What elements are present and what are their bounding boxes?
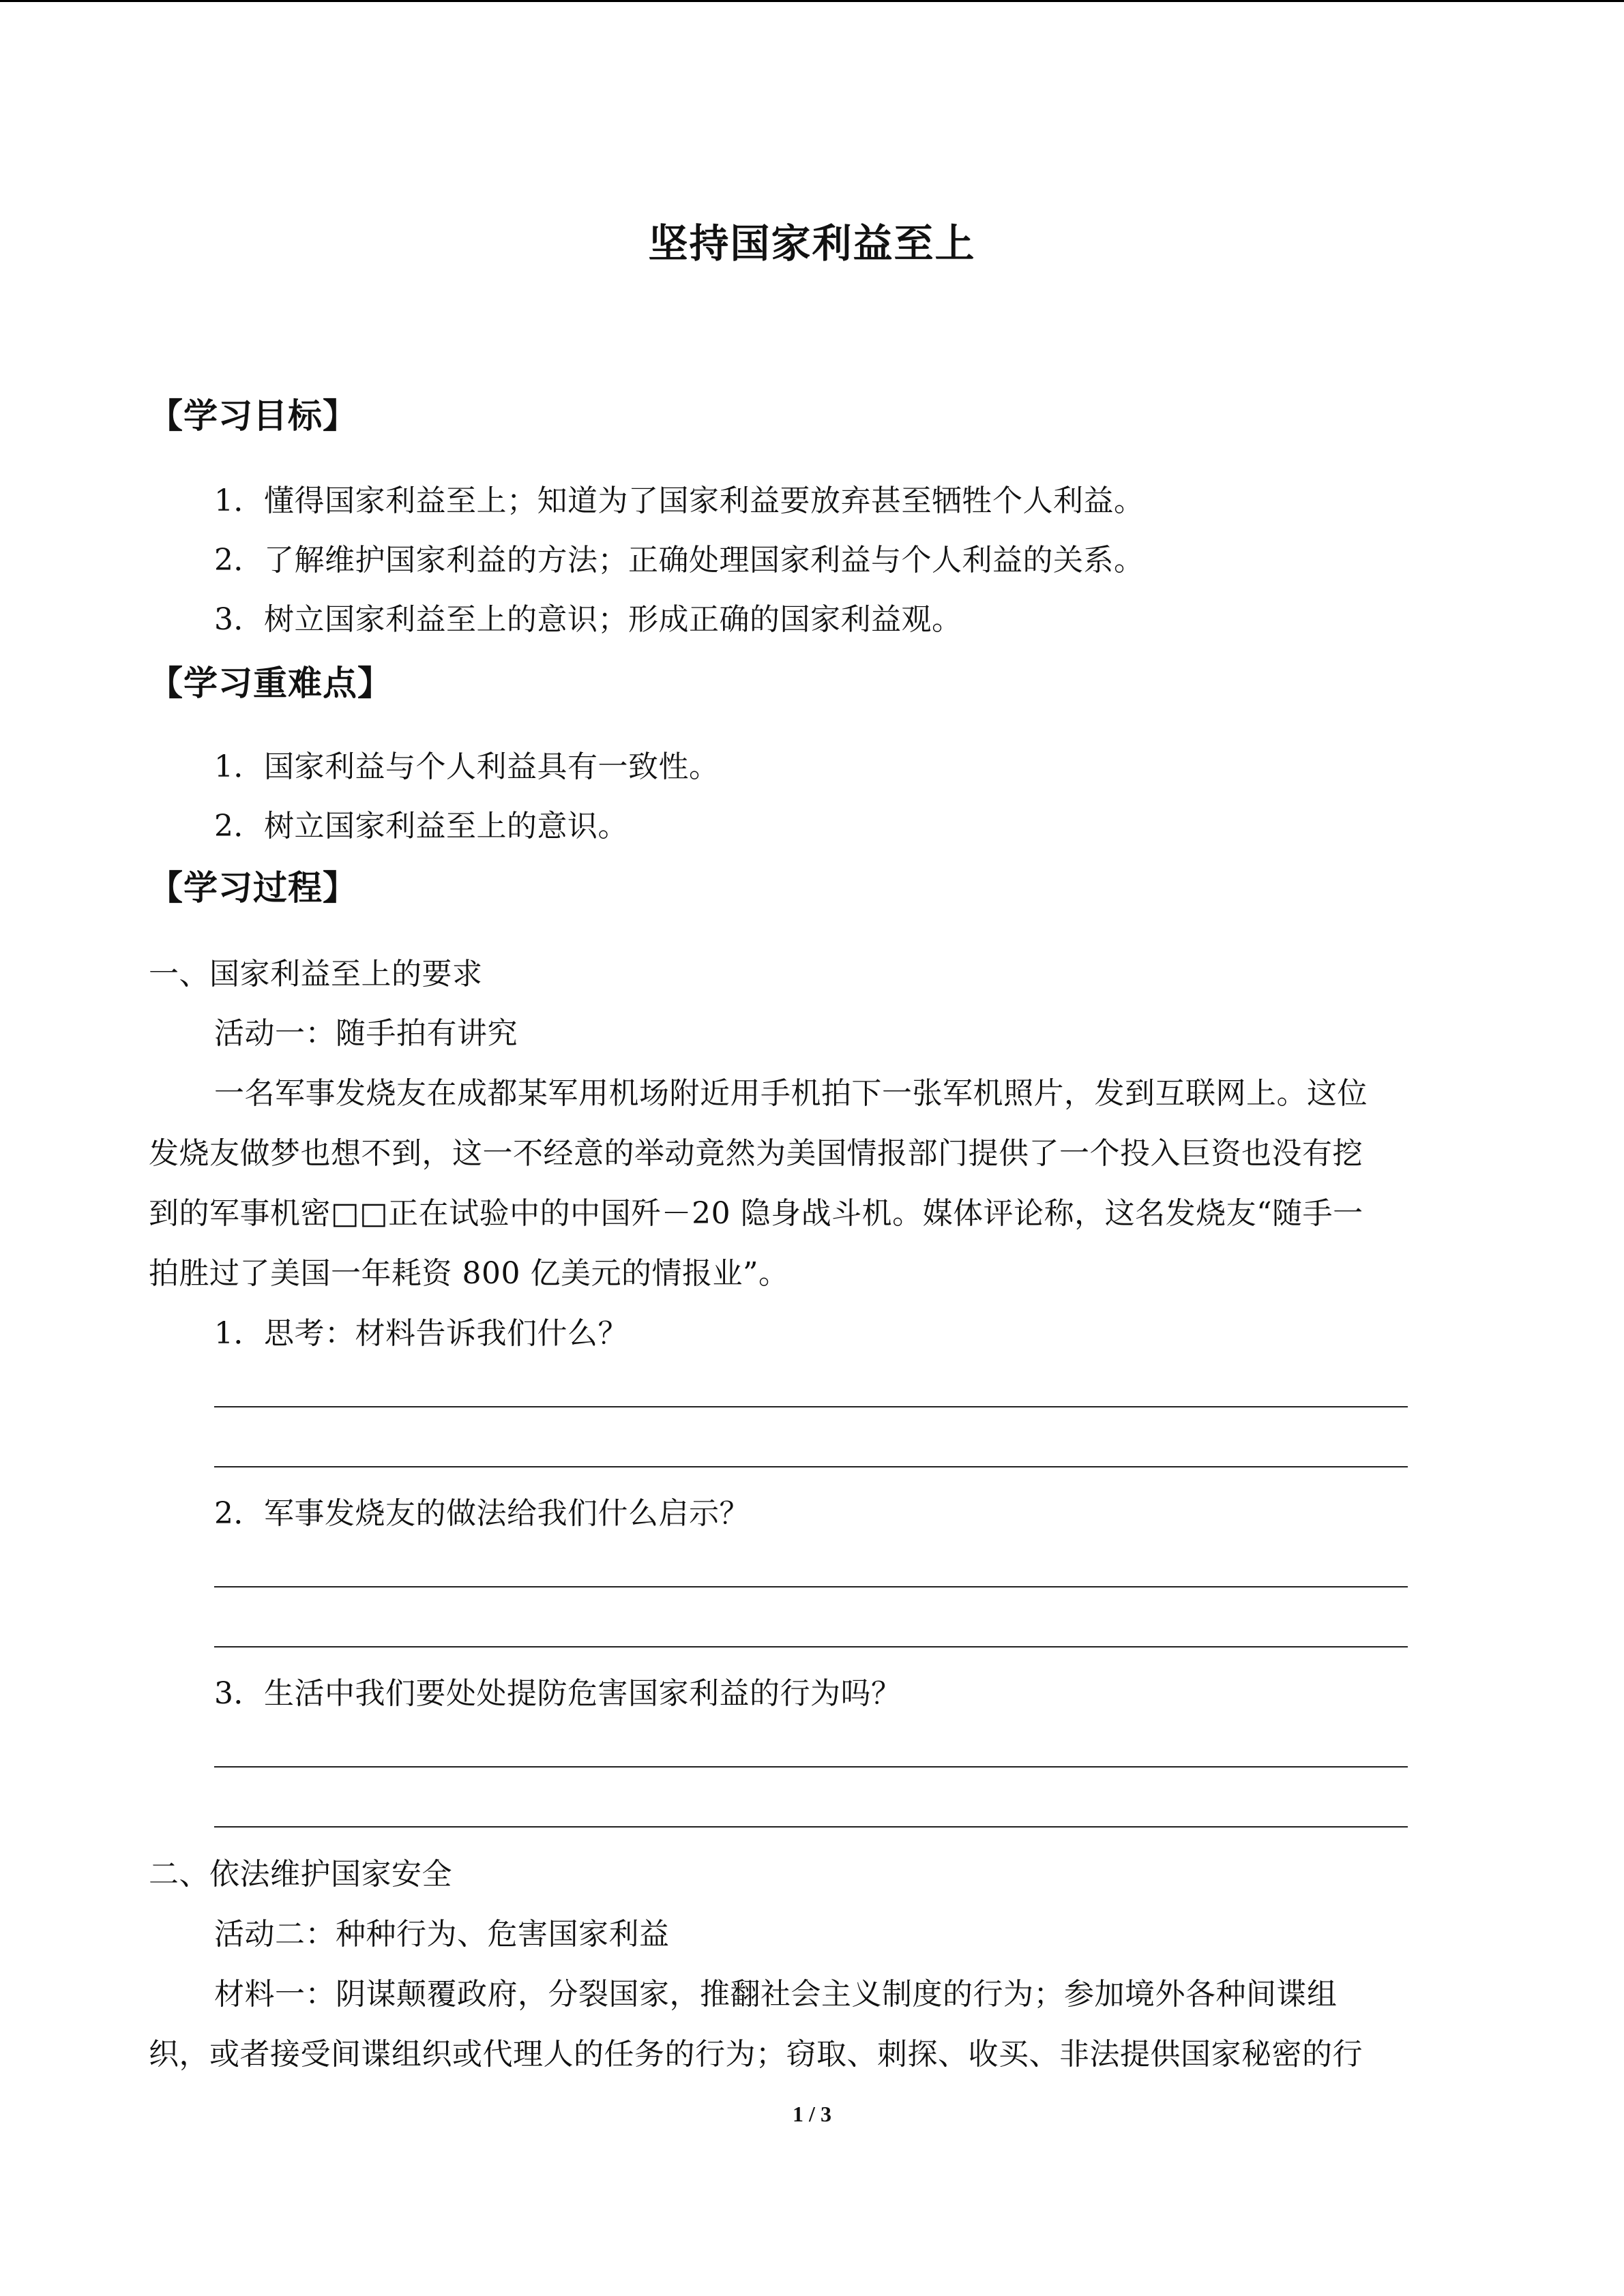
objective-item: 1．懂得国家利益至上；知道为了国家利益要放弃甚至牺牲个人利益。	[214, 483, 1145, 518]
objective-item: 3．树立国家利益至上的意识；形成正确的国家利益观。	[214, 602, 962, 637]
part1-title: 一、国家利益至上的要求	[149, 957, 483, 992]
answer-line[interactable]	[214, 1406, 1408, 1407]
question-3: 3．生活中我们要处处提防危害国家利益的行为吗？	[214, 1676, 902, 1711]
material-paragraph-line: 拍胜过了美国一年耗资 800 亿美元的情报业”。	[149, 1256, 789, 1291]
material-paragraph-line: 到的军事机密□□正在试验中的中国歼－20 隐身战斗机。媒体评论称，这名发烧友“随手一	[149, 1196, 1363, 1231]
material-paragraph-line: 织，或者接受间谍组织或代理人的任务的行为；窃取、刺探、收买、非法提供国家秘密的行	[149, 2037, 1363, 2072]
part2-title: 二、依法维护国家安全	[149, 1857, 452, 1892]
key-point-item: 1．国家利益与个人利益具有一致性。	[214, 749, 720, 784]
answer-line[interactable]	[214, 1826, 1408, 1828]
document-title: 坚持国家利益至上	[648, 220, 976, 267]
key-point-item: 2．树立国家利益至上的意识。	[214, 809, 628, 844]
objective-item: 2．了解维护国家利益的方法；正确处理国家利益与个人利益的关系。	[214, 543, 1145, 578]
material-paragraph-line: 材料一：阴谋颠覆政府，分裂国家，推翻社会主义制度的行为；参加境外各种间谍组	[214, 1977, 1338, 2012]
material-paragraph-line: 发烧友做梦也想不到，这一不经意的举动竟然为美国情报部门提供了一个投入巨资也没有挖	[149, 1136, 1363, 1171]
activity-two-label: 活动二：种种行为、危害国家利益	[214, 1917, 670, 1952]
answer-line[interactable]	[214, 1586, 1408, 1587]
answer-line[interactable]	[214, 1466, 1408, 1467]
page-number: 1 / 3	[793, 2102, 831, 2126]
objectives-heading: 【学习目标】	[149, 396, 357, 436]
activity-one-label: 活动一：随手拍有讲究	[214, 1016, 518, 1051]
answer-line[interactable]	[214, 1646, 1408, 1648]
process-heading: 【学习过程】	[149, 868, 357, 908]
question-1: 1．思考：材料告诉我们什么？	[214, 1316, 628, 1351]
material-paragraph-line: 一名军事发烧友在成都某军用机场附近用手机拍下一张军机照片，发到互联网上。这位	[214, 1076, 1368, 1111]
question-2: 2．军事发烧友的做法给我们什么启示？	[214, 1496, 750, 1531]
answer-line[interactable]	[214, 1766, 1408, 1768]
key-points-heading: 【学习重难点】	[149, 664, 392, 703]
